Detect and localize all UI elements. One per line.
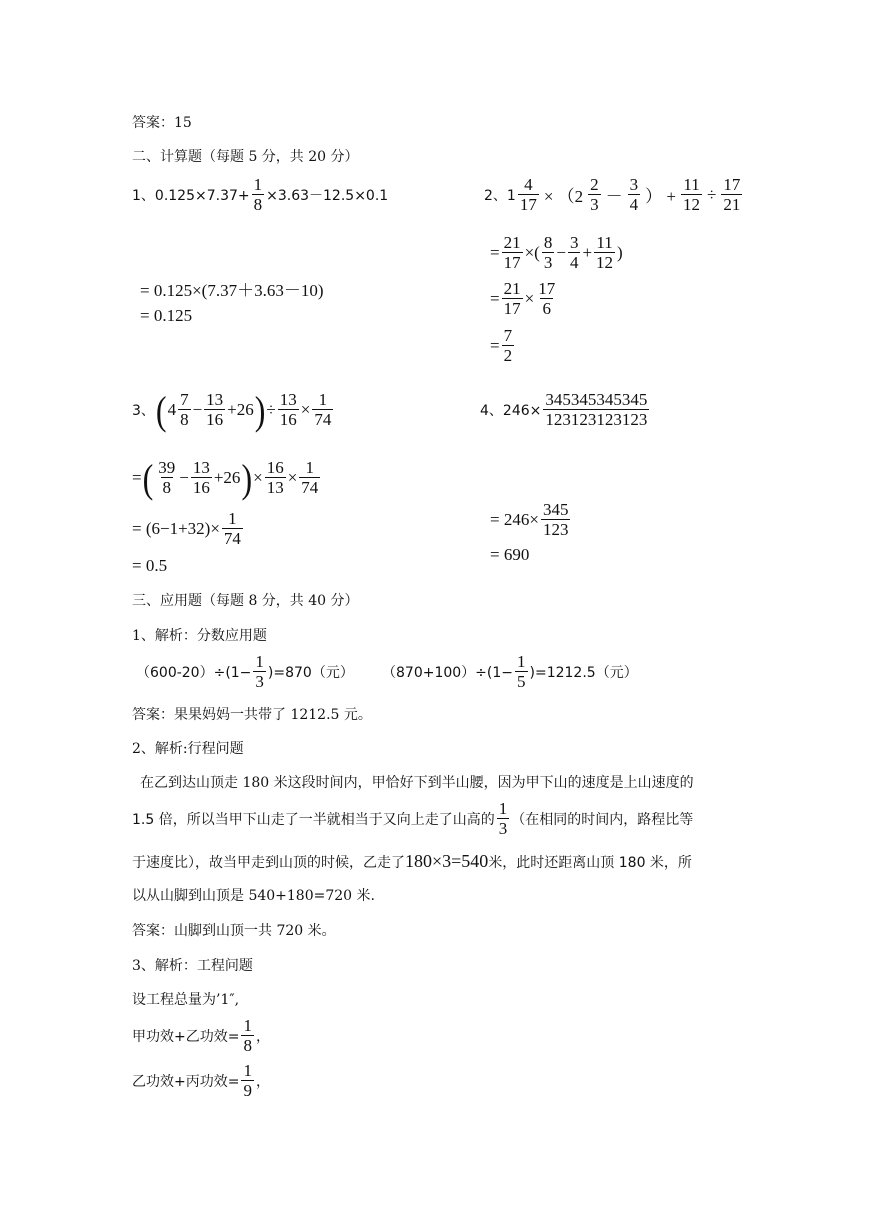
problem-title: 3、解析：工程问题 bbox=[132, 958, 253, 974]
paragraph-line: 在乙到达山顶走 180 米这段时间内，甲恰好下到半山腰，因为甲下山的速度是上山速度的 bbox=[140, 775, 694, 791]
fraction: $\frac{1}{8}$ bbox=[253, 175, 263, 214]
problem-1 bbox=[132, 175, 388, 214]
problem-2-step-3: = $\frac{7}{2}$ bbox=[490, 326, 513, 365]
paragraph-line: 1.5 倍，所以当甲下山走了一半就相当于又向上走了山高的 1 3 （在相同的时间内，路程比等 bbox=[132, 799, 694, 838]
answer-line: 答案：山脚到山顶一共 720 米。 bbox=[132, 923, 336, 939]
problem-title: 1、解析：分数应用题 bbox=[132, 628, 267, 644]
problem-2: 2、1 $\frac{4}{17}$ × （2 2 3 － 3 4 ） + $\frac{11}{12}$ ÷ $\frac{17}{21}$ bbox=[484, 175, 741, 214]
section-heading: 二、计算题（每题 5 分，共 20 分） bbox=[132, 149, 359, 165]
problem-1-expression-2: （870+100）÷(1− $\frac{1}{5}$ )=1212.5（元） bbox=[382, 652, 638, 691]
answer-line: 答案：15 bbox=[132, 115, 192, 131]
problem-4-step-2: = 690 bbox=[490, 545, 530, 564]
problem-4: 4、246× $\frac{345345345345}{123123123123}$ bbox=[480, 390, 648, 429]
problem-1-step-2: = 0.125 bbox=[140, 306, 193, 325]
problem-3: 3、 ( 4 7 8 − $\frac{13}{16}$ +26 ) ÷ $\frac{13}{16}$ × $\frac{1}{74}$ bbox=[132, 387, 332, 432]
paragraph-line: 设工程总量为’1″, bbox=[132, 992, 240, 1008]
problem-1-expression-1: （600-20）÷(1− $\frac{1}{3}$ )=870（元） bbox=[136, 652, 354, 691]
problem-2-step-1: = $\frac{21}{17}$ ×( 8 3 − $\frac{3}{4}$ + $\frac{11}{12}$ ) bbox=[490, 233, 623, 272]
problem-4-step-1: = 246× $\frac{345}{123}$ bbox=[490, 500, 569, 539]
paragraph-line: 于速度比），故当甲走到山顶的时候，乙走了 180×3=540 米，此时还距离山顶 180 米，所 bbox=[132, 851, 692, 871]
problem-3-step-2: = (6−1+32)× $\frac{1}{74}$ bbox=[132, 509, 241, 548]
problem-3-step-3: = 0.5 bbox=[132, 556, 168, 575]
section-heading: 三、应用题（每题 8 分，共 40 分） bbox=[132, 593, 359, 609]
problem-1-tail: ×3.63－12.5×0.1 bbox=[266, 187, 389, 204]
problem-2-step-2: = $\frac{21}{17}$ × $\frac{17}{6}$ bbox=[490, 279, 556, 318]
problem-3-step-1: = ( 39 8 − $\frac{13}{16}$ +26 ) × $\frac{16}{13}$ × $\frac{1}{74}$ bbox=[132, 455, 319, 500]
problem-1-step-1: = 0.125×(7.37＋3.63－10) bbox=[140, 281, 324, 300]
problem-title: 2、解析:行程问题 bbox=[132, 741, 244, 757]
paragraph-line: 以从山脚到山顶是 540+180=720 米. bbox=[132, 888, 375, 904]
problem-1-label: 1、0.125×7.37+ bbox=[132, 187, 250, 204]
equation-line: 乙功效+丙功效= $\frac{1}{9}$ ， bbox=[132, 1061, 270, 1100]
answer-line: 答案：果果妈妈一共带了 1212.5 元。 bbox=[132, 707, 372, 723]
equation-line: 甲功效+乙功效= $\frac{1}{8}$ ， bbox=[132, 1016, 270, 1055]
